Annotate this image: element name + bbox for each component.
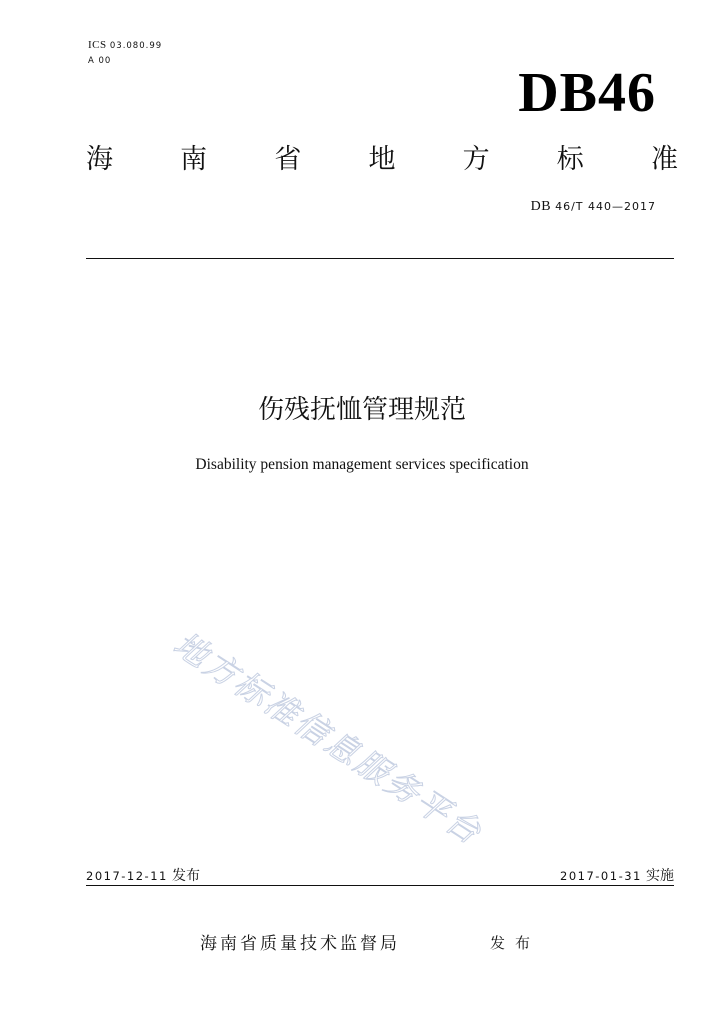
dates-row — [86, 866, 674, 886]
standard-mark: DB46 — [518, 62, 656, 124]
issue-date-block — [86, 866, 200, 887]
issue-date: 2017-12-11 — [86, 869, 168, 883]
standard-number-code: 46/T 440—2017 — [555, 200, 656, 213]
title-chinese: 伤残抚恤管理规范 — [257, 395, 466, 425]
bottom-divider — [86, 885, 674, 886]
ics-line — [88, 38, 162, 54]
standard-type-char: 省 — [274, 144, 302, 175]
issue-word: 发布 — [171, 868, 200, 884]
standard-number-prefix: DB — [530, 199, 552, 214]
title-english: Disability pension management services specification — [195, 456, 529, 473]
standard-number — [531, 198, 656, 216]
effective-word: 实施 — [646, 868, 674, 884]
publisher-name: 海南省质量技术监督局 — [200, 934, 400, 954]
classification-codes — [88, 38, 162, 70]
ics-code: 03.080.99 — [109, 41, 163, 51]
standard-type-char: 南 — [180, 144, 208, 175]
ccs-code: A 00 — [88, 56, 112, 66]
standard-type-char: 方 — [462, 144, 490, 175]
watermark: 地方标准信息服务平台 — [166, 624, 490, 853]
publish-word: 发布 — [490, 934, 541, 952]
effective-date: 2017-01-31 — [560, 869, 642, 883]
effective-date-block — [560, 866, 674, 887]
standard-type-char: 海 — [86, 144, 113, 175]
standard-type-char: 标 — [556, 144, 584, 175]
top-divider — [86, 258, 674, 259]
standard-type-heading — [86, 143, 678, 177]
ics-label: ICS — [88, 39, 107, 51]
standard-type-char: 地 — [368, 144, 396, 175]
standard-type-char: 准 — [650, 144, 678, 175]
